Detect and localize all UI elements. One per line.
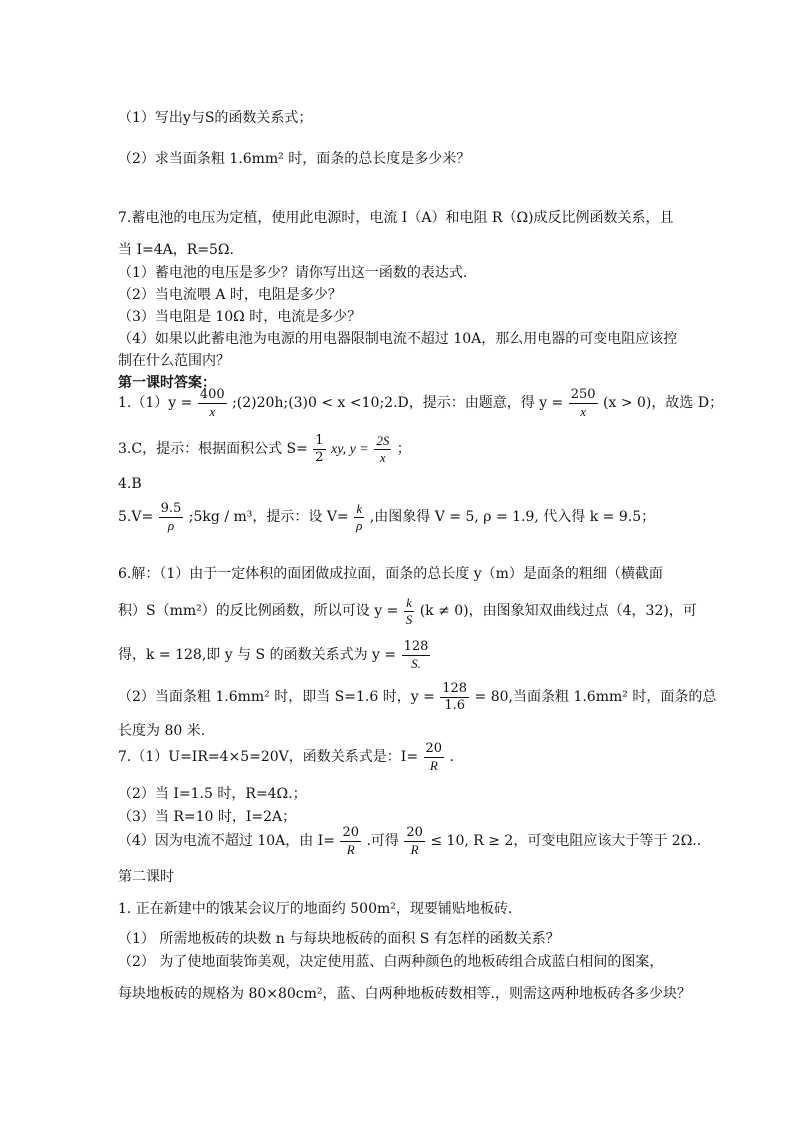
denominator: 2 (315, 449, 324, 465)
fraction (569, 388, 598, 418)
fraction (374, 434, 391, 464)
answer-text: （4）因为电流不超过 10A，由 I= (118, 833, 335, 850)
denominator: ρ (167, 517, 175, 533)
fraction (404, 826, 425, 856)
fraction (340, 826, 361, 856)
answer-text: = 80,当面条粗 1.6mm² 时，面条的总 (474, 689, 717, 706)
lesson-2-question-1-part-1: （1） 所需地板砖的块数 n 与每块地板砖的面积 S 有怎样的函数关系？ (118, 931, 560, 947)
fraction (198, 388, 227, 418)
numerator: k (406, 595, 412, 610)
answer-text: ； (396, 441, 411, 458)
answer-text: (k ≠ 0)，由图象知双曲线过点（4，32)，可 (419, 603, 697, 620)
question-6-part-2: （2）求当面条粗 1.6mm² 时，面条的总长度是多少米？ (118, 151, 471, 167)
numerator: 2S (376, 433, 390, 448)
fraction (354, 502, 364, 532)
answer-6-part-2-cont: 长度为 80 米. (118, 723, 206, 739)
answer-text: xy, y = (331, 442, 369, 458)
fraction (159, 502, 184, 532)
answer-text: （2）当面条粗 1.6mm² 时，即当 S=1.6 时，y = (118, 689, 435, 706)
fraction (440, 682, 469, 712)
numerator: k (356, 501, 363, 516)
answer-text: .可得 (366, 833, 399, 850)
fraction (402, 640, 431, 670)
answer-7-part-1 (118, 742, 454, 772)
fraction (313, 434, 325, 464)
lesson-2-question-1: 1. 正在新建中的饿某会议厅的地面约 500m²，现要铺贴地板砖. (118, 901, 513, 917)
denominator: R (346, 841, 355, 857)
question-6-part-1: （1）写出y与S的函数关系式； (118, 110, 313, 126)
answer-text: 得，k = 128,即 y 与 S 的函数关系式为 y = (118, 647, 397, 664)
denominator: R (429, 757, 438, 773)
question-7-part-4: （4）如果以此蓄电池为电源的用电器限制电流不超过 10A，那么用电器的可变电阻应该控 (118, 331, 678, 347)
lesson-2-question-1-part-2: （2） 为了使地面装饰美观，决定使用蓝、白两种颜色的地板砖组合成蓝白相间的图案， (118, 954, 664, 970)
answer-7-part-3: （3）当 R=10 时，I=2A； (118, 809, 297, 825)
numerator: 1 (315, 433, 324, 448)
answer-5 (118, 502, 655, 532)
lesson-2-question-1-part-2-cont: 每块地板砖的规格为 80×80cm²，蓝、白两种地板砖数相等.，则需这两种地板砖各多少块？ (118, 986, 691, 1002)
denominator: S. (411, 655, 421, 671)
numerator: 20 (406, 825, 423, 840)
numerator: 9.5 (160, 501, 182, 516)
answer-text: 3.C，提示：根据面积公式 S= (118, 441, 308, 458)
answer-text: (x > 0)，故选 D； (603, 395, 724, 412)
answers-heading: 第一课时答案： (118, 375, 216, 391)
answer-text: 1.（1）y = (118, 395, 193, 412)
numerator: 128 (403, 639, 429, 654)
denominator: R (410, 841, 419, 857)
answer-text: ,由图象得 V = 5, ρ = 1.9, 代入得 k = 9.5； (369, 509, 656, 526)
answer-6-line-1: 6.解：（1）由于一定体积的面团做成拉面，面条的总长度 y（m）是面条的粗细（横截面 (118, 566, 663, 582)
denominator: S (405, 611, 413, 627)
denominator: x (379, 449, 386, 465)
answer-text: ≤ 10, R ≥ 2，可变电阻应该大于等于 2Ω.. (430, 833, 702, 850)
answer-text: ;(2)20h;(3)0 < x <10;2.D，提示：由题意，得 y = (232, 395, 564, 412)
fraction (404, 596, 415, 626)
answer-7-part-4 (118, 826, 701, 856)
question-7-stem: 7.蓄电池的电压为定植，使用此电源时，电流 I（A）和电阻 R（Ω)成反比例函数关系，且 (118, 210, 674, 226)
answer-1-2 (118, 388, 723, 418)
answer-4: 4.B (118, 476, 142, 492)
answer-6-part-2 (118, 682, 716, 712)
answer-6-line-3 (118, 640, 431, 670)
answer-6-line-2 (118, 596, 697, 626)
answer-7-part-2: （2）当 I=1.5 时，R=4Ω.； (118, 786, 307, 802)
numerator: 128 (442, 681, 468, 696)
numerator: 20 (342, 825, 359, 840)
answer-text: 7.（1）U=IR=4×5=20V，函数关系式是：I= (118, 749, 419, 766)
question-7-condition: 当 I=4A，R=5Ω. (118, 242, 234, 258)
numerator: 400 (199, 387, 225, 402)
fraction (424, 742, 445, 772)
answer-text: ;5kg / m³，提示：设 V= (188, 509, 349, 526)
denominator: x (209, 403, 216, 419)
answer-text: . (449, 749, 454, 766)
question-7-part-3: （3）当电阻是 10Ω 时，电流是多少？ (118, 309, 362, 325)
lesson-2-heading: 第二课时 (118, 869, 174, 885)
question-7-part-1: （1）蓄电池的电压是多少？请你写出这一函数的表达式. (118, 265, 468, 281)
question-7-part-2: （2）当电流喂 A 时，电阻是多少？ (118, 287, 342, 303)
answer-text: 积）S（mm²）的反比例函数，所以可设 y = (118, 603, 399, 620)
denominator: 1.6 (444, 697, 466, 713)
denominator: ρ (356, 517, 363, 533)
question-7-part-4-cont: 制在什么范围内？ (118, 353, 230, 369)
denominator: x (580, 403, 587, 419)
answer-3 (118, 434, 411, 464)
numerator: 20 (425, 741, 443, 756)
numerator: 250 (570, 387, 596, 402)
answer-text: 5.V= (118, 509, 154, 526)
